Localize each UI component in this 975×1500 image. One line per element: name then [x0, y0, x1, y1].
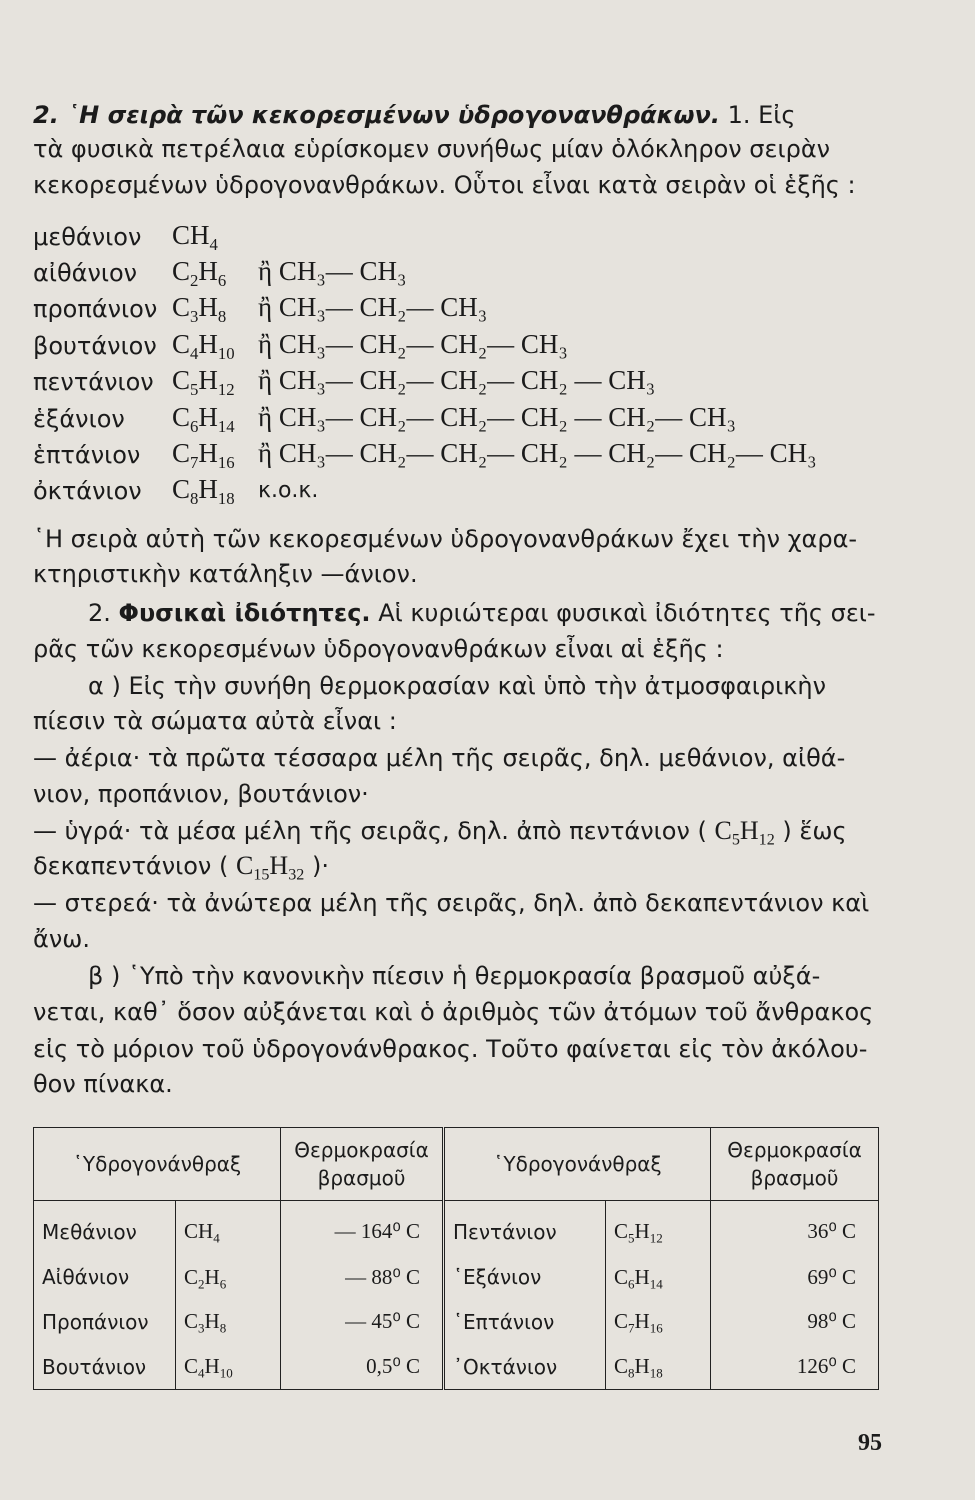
header-temperature: Θερμοκρασία βρασμοῦ [281, 1128, 444, 1201]
alkane-name: ὀκτάνιον [33, 477, 142, 505]
paragraph-line: ρᾶς τῶν κεκορεσμένων ὑδρογονανθράκων εἶναι αἱ ἑξῆς : [33, 635, 724, 663]
liquid-text-a: — ὑγρά· τὰ μέσα μέλη τῆς σειρᾶς, δηλ. ἀπὸ πεντάνιον ( [33, 817, 707, 845]
table-header-row [34, 1128, 879, 1201]
alkane-formula: $C_8H_{18}$ [172, 474, 235, 508]
cell-temperature: 0,5⁰ C [281, 1344, 444, 1389]
alkane-structure: ἢ CH₃— CH₂— CH₂— CH₂ — CH₃ [258, 365, 656, 395]
cell-formula: $C_8H_{18}$ [606, 1344, 711, 1389]
alkane-formula: $CH_4$ [172, 220, 218, 254]
header-hydrocarbon: ῾Υδρογονάνθραξ [34, 1128, 281, 1201]
paragraph-line: — στερεά· τὰ ἀνώτερα μέλη τῆς σειρᾶς, δηλ. ἀπὸ δεκαπεντάνιον καὶ [33, 889, 870, 917]
paragraph-line: τὰ φυσικὰ πετρέλαια εὑρίσκομεν συνήθως μίαν ὁλόκληρον σειρὰν [33, 135, 831, 163]
cell-name: ῾Επτάνιον [444, 1299, 606, 1344]
table-row [34, 1299, 879, 1344]
cell-name: ᾿Οκτάνιον [444, 1344, 606, 1389]
alkane-name: προπάνιον [33, 295, 158, 323]
alkane-formula: $C_5H_{12}$ [172, 365, 235, 399]
alkane-name: ἑπτάνιον [33, 441, 141, 469]
alkane-structure: ἢ CH₃— CH₂— CH₃ [258, 292, 488, 322]
alkane-formula: $C_2H_6$ [172, 256, 227, 290]
section-1-title-line [33, 100, 796, 130]
alkane-formula: $C_3H_8$ [172, 292, 227, 326]
cell-formula: $C_5H_{12}$ [606, 1201, 711, 1255]
cell-formula: $C_3H_8$ [176, 1299, 281, 1344]
header-temperature: Θερμοκρασία βρασμοῦ [711, 1128, 879, 1201]
paragraph-line [33, 816, 847, 849]
paragraph-line: α ) Εἰς τὴν συνήθη θερμοκρασίαν καὶ ὑπὸ τὴν ἀτμοσφαιρικὴν [88, 672, 826, 700]
pentane-formula: $C_5H_{12}$ [714, 816, 775, 849]
cell-name: Προπάνιον [34, 1299, 176, 1344]
liquid-text-c: δεκαπεντάνιον ( [33, 852, 229, 880]
alkane-name: αἰθάνιον [33, 259, 138, 287]
cell-temperature: — 88⁰ C [281, 1255, 444, 1300]
liquid-text-b: ) ἕως [782, 817, 847, 845]
alkane-formula: $C_7H_{16}$ [172, 438, 235, 472]
alkane-formula: $C_4H_{10}$ [172, 329, 235, 363]
paragraph-line: θον πίνακα. [33, 1070, 173, 1098]
cell-temperature: 36⁰ C [711, 1201, 879, 1255]
header-hydrocarbon: ῾Υδρογονάνθραξ [444, 1128, 711, 1201]
cell-formula: $C_7H_{16}$ [606, 1299, 711, 1344]
alkane-formula: $C_6H_{14}$ [172, 402, 235, 436]
section-1-intro-start: 1. Εἰς [727, 101, 796, 129]
liquid-text-d: )· [311, 852, 329, 880]
paragraph-line: ἄνω. [33, 925, 90, 953]
cell-name: Αἰθάνιον [34, 1255, 176, 1300]
section-2-number: 2. [88, 599, 111, 627]
cell-name: Πεντάνιον [444, 1201, 606, 1255]
alkane-structure: ἢ CH₃— CH₂— CH₂— CH₂ — CH₂— CH₂— CH₃ [258, 438, 817, 468]
cell-temperature: 69⁰ C [711, 1255, 879, 1300]
table-row [34, 1344, 879, 1389]
table-row [34, 1255, 879, 1300]
paragraph-line: κτηριστικὴν κατάληξιν —άνιον. [33, 560, 418, 588]
cell-temperature: 98⁰ C [711, 1299, 879, 1344]
boiling-point-table [33, 1127, 879, 1390]
cell-formula: $C_2H_6$ [176, 1255, 281, 1300]
page-number: 95 [858, 1430, 882, 1456]
paragraph-line: — ἀέρια· τὰ πρῶτα τέσσαρα μέλη τῆς σειρᾶς, δηλ. μεθάνιον, αἰθά- [33, 744, 846, 772]
paragraph-line [33, 851, 329, 884]
paragraph-line: πίεσιν τὰ σώματα αὐτὰ εἶναι : [33, 707, 397, 735]
paragraph-line: νεται, καθ᾿ ὅσον αὐξάνεται καὶ ὁ ἀριθμὸς τῶν ἀτόμων τοῦ ἄνθρακος [33, 998, 874, 1026]
cell-formula: $C_6H_{14}$ [606, 1255, 711, 1300]
cell-temperature: — 45⁰ C [281, 1299, 444, 1344]
paragraph-line: εἰς τὸ μόριον τοῦ ὑδρογονάνθρακος. Τοῦτο φαίνεται εἰς τὸν ἀκόλου- [33, 1035, 868, 1063]
cell-name: Βουτάνιον [34, 1344, 176, 1389]
alkane-name: ἑξάνιον [33, 405, 125, 433]
alkane-name: μεθάνιον [33, 223, 142, 251]
paragraph-line: ῾Η σειρὰ αὐτὴ τῶν κεκορεσμένων ὑδρογονανθράκων ἔχει τὴν χαρα- [33, 525, 858, 553]
alkane-name: πεντάνιον [33, 368, 154, 396]
alkane-structure: ἢ CH₃— CH₃ [258, 256, 407, 286]
paragraph-line: νιον, προπάνιον, βουτάνιον· [33, 780, 369, 808]
cell-temperature: — 164⁰ C [281, 1201, 444, 1255]
cell-formula: $C_4H_{10}$ [176, 1344, 281, 1389]
section-2-line-start: Αἱ κυριώτεραι φυσικαὶ ἰδιότητες τῆς σει- [378, 599, 876, 627]
cell-name: Μεθάνιον [34, 1201, 176, 1255]
cell-temperature: 126⁰ C [711, 1344, 879, 1389]
table-row [34, 1201, 879, 1255]
alkane-name: βουτάνιον [33, 332, 157, 360]
paragraph-line: κεκορεσμένων ὑδρογονανθράκων. Οὗτοι εἶναι κατὰ σειρὰν οἱ ἑξῆς : [33, 171, 856, 199]
section-2-heading: Φυσικαὶ ἰδιότητες. [118, 599, 371, 627]
alkane-etc: κ.ο.κ. [258, 478, 319, 503]
section-2-heading-line [88, 598, 876, 628]
cell-formula: $CH_4$ [176, 1201, 281, 1255]
alkane-structure: ἢ CH₃— CH₂— CH₂— CH₂ — CH₂— CH₃ [258, 402, 736, 432]
alkane-structure: ἢ CH₃— CH₂— CH₂— CH₃ [258, 329, 568, 359]
section-1-title: 2. ῾Η σειρὰ τῶν κεκορεσμένων ὑδρογονανθράκων. [33, 101, 720, 129]
cell-name: ῾Εξάνιον [444, 1255, 606, 1300]
paragraph-line: β ) ῾Υπὸ τὴν κανονικὴν πίεσιν ἡ θερμοκρασία βρασμοῦ αὐξά- [88, 962, 821, 990]
pentadecane-formula: $C_{15}H_{32}$ [235, 851, 305, 884]
